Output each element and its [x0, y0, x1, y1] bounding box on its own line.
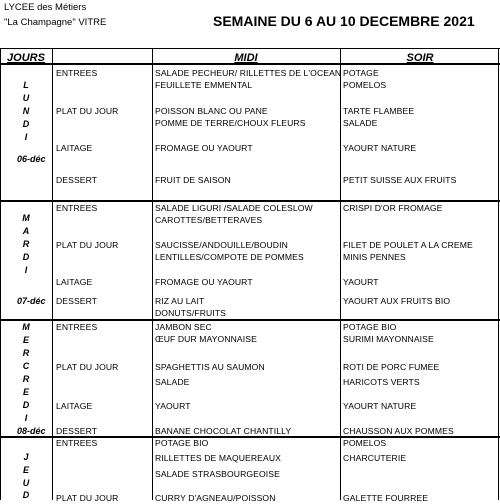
row-label: LAITAGE	[56, 277, 93, 287]
midi-item: CAROTTES/BETTERAVES	[155, 215, 263, 225]
midi-item: ŒUF DUR MAYONNAISE	[155, 334, 257, 344]
midi-item: FRUIT DE SAISON	[155, 175, 231, 185]
day-letter: J	[23, 452, 29, 462]
soir-item: POMELOS	[343, 438, 387, 448]
soir-item: PETIT SUISSE AUX FRUITS	[343, 175, 457, 185]
day-letter: D	[22, 119, 30, 129]
day-letter: D	[22, 490, 30, 500]
midi-item: SALADE	[155, 377, 190, 387]
day-letter: C	[22, 361, 30, 371]
soir-item: POMELOS	[343, 80, 387, 90]
midi-item: POTAGE BIO	[155, 438, 209, 448]
row-label: DESSERT	[56, 175, 98, 185]
midi-item: SPAGHETTIS AU SAUMON	[155, 362, 265, 372]
day-letter: L	[23, 80, 29, 90]
day-letter: I	[24, 132, 28, 142]
week-title: SEMAINE DU 6 AU 10 DECEMBRE 2021	[213, 13, 475, 29]
midi-item: SAUCISSE/ANDOUILLE/BOUDIN	[155, 240, 288, 250]
grid-line-left	[0, 48, 1, 500]
header-jours: JOURS	[7, 52, 45, 64]
day-letter: U	[22, 93, 30, 103]
day-letter: U	[22, 478, 30, 488]
row-label: ENTREES	[56, 203, 98, 213]
soir-item: POTAGE BIO	[343, 322, 397, 332]
day-letter: I	[24, 413, 28, 423]
soir-item: POTAGE	[343, 68, 379, 78]
midi-item: SALADE STRASBOURGEOISE	[155, 469, 280, 479]
grid-line-col-label	[152, 48, 153, 500]
midi-item: SALADE PECHEUR/ RILLETTES DE L'OCEAN	[155, 68, 342, 78]
midi-item: YAOURT	[155, 401, 191, 411]
soir-item: TARTE FLAMBEE	[343, 106, 415, 116]
row-label: ENTREES	[56, 438, 98, 448]
midi-item: SALADE LIGURI /SALADE COLESLOW	[155, 203, 313, 213]
soir-item: CRISPI D'OR FROMAGE	[343, 203, 443, 213]
soir-item: MINIS PENNES	[343, 252, 406, 262]
soir-item: ROTI DE PORC FUMEE	[343, 362, 440, 372]
grid-line-right	[498, 48, 499, 500]
day-date: 06-déc	[17, 154, 46, 164]
day-letter: R	[22, 239, 30, 249]
row-label: PLAT DU JOUR	[56, 493, 119, 503]
day-date: 08-déc	[17, 426, 46, 436]
midi-item: RIZ AU LAIT	[155, 296, 205, 306]
soir-item: CHAUSSON AUX POMMES	[343, 426, 454, 436]
day-letter: M	[22, 213, 30, 223]
soir-item: YAOURT AUX FRUITS BIO	[343, 296, 451, 306]
midi-item: FROMAGE OU YAOURT	[155, 143, 253, 153]
grid-line-col-midi	[340, 48, 341, 500]
day-letter: D	[22, 400, 30, 410]
row-label: ENTREES	[56, 68, 98, 78]
day-letter: E	[22, 335, 29, 345]
day-letter: D	[22, 252, 30, 262]
day-letter: N	[22, 106, 30, 116]
midi-item: JAMBON SEC	[155, 322, 212, 332]
grid-line-col-jours	[52, 48, 53, 500]
day-letter: R	[22, 348, 30, 358]
day-letter: A	[22, 226, 30, 236]
soir-item: CHARCUTERIE	[343, 453, 407, 463]
soir-item: GALETTE FOURREE	[343, 493, 429, 503]
soir-item: YAOURT NATURE	[343, 143, 417, 153]
grid-line-day-1	[0, 200, 500, 202]
row-label: DESSERT	[56, 426, 98, 436]
day-letter: I	[24, 265, 28, 275]
grid-line-header	[0, 63, 500, 65]
header-soir: SOIR	[406, 52, 434, 64]
header-midi: MIDI	[234, 52, 258, 64]
midi-item: LENTILLES/COMPOTE DE POMMES	[155, 252, 304, 262]
midi-item: RILLETTES DE MAQUEREAUX	[155, 453, 281, 463]
row-label: PLAT DU JOUR	[56, 106, 119, 116]
midi-item: FROMAGE OU YAOURT	[155, 277, 253, 287]
day-letter: M	[22, 322, 30, 332]
grid-line-top	[0, 48, 500, 49]
soir-item: YAOURT	[343, 277, 379, 287]
midi-item: CURRY D'AGNEAU/POISSON	[155, 493, 276, 503]
soir-item: SURIMI MAYONNAISE	[343, 334, 434, 344]
midi-item: POISSON BLANC OU PANE	[155, 106, 268, 116]
grid-line-day-2	[0, 319, 500, 321]
soir-item: FILET DE POULET A LA CREME	[343, 240, 473, 250]
row-label: PLAT DU JOUR	[56, 240, 119, 250]
midi-item: DONUTS/FRUITS	[155, 308, 227, 318]
day-letter: E	[22, 465, 29, 475]
row-label: LAITAGE	[56, 401, 93, 411]
row-label: PLAT DU JOUR	[56, 362, 119, 372]
soir-item: HARICOTS VERTS	[343, 377, 420, 387]
day-date: 07-déc	[17, 296, 46, 306]
school-name: LYCEE des Métiers	[4, 2, 87, 13]
day-letter: R	[22, 374, 30, 384]
soir-item: YAOURT NATURE	[343, 401, 417, 411]
row-label: LAITAGE	[56, 143, 93, 153]
school-location: "La Champagne" VITRE	[4, 17, 107, 28]
midi-item: BANANE CHOCOLAT CHANTILLY	[155, 426, 292, 436]
midi-item: FEUILLETE EMMENTAL	[155, 80, 253, 90]
midi-item: POMME DE TERRE/CHOUX FLEURS	[155, 118, 306, 128]
row-label: ENTREES	[56, 322, 98, 332]
soir-item: SALADE	[343, 118, 378, 128]
day-letter: E	[22, 387, 29, 397]
row-label: DESSERT	[56, 296, 98, 306]
